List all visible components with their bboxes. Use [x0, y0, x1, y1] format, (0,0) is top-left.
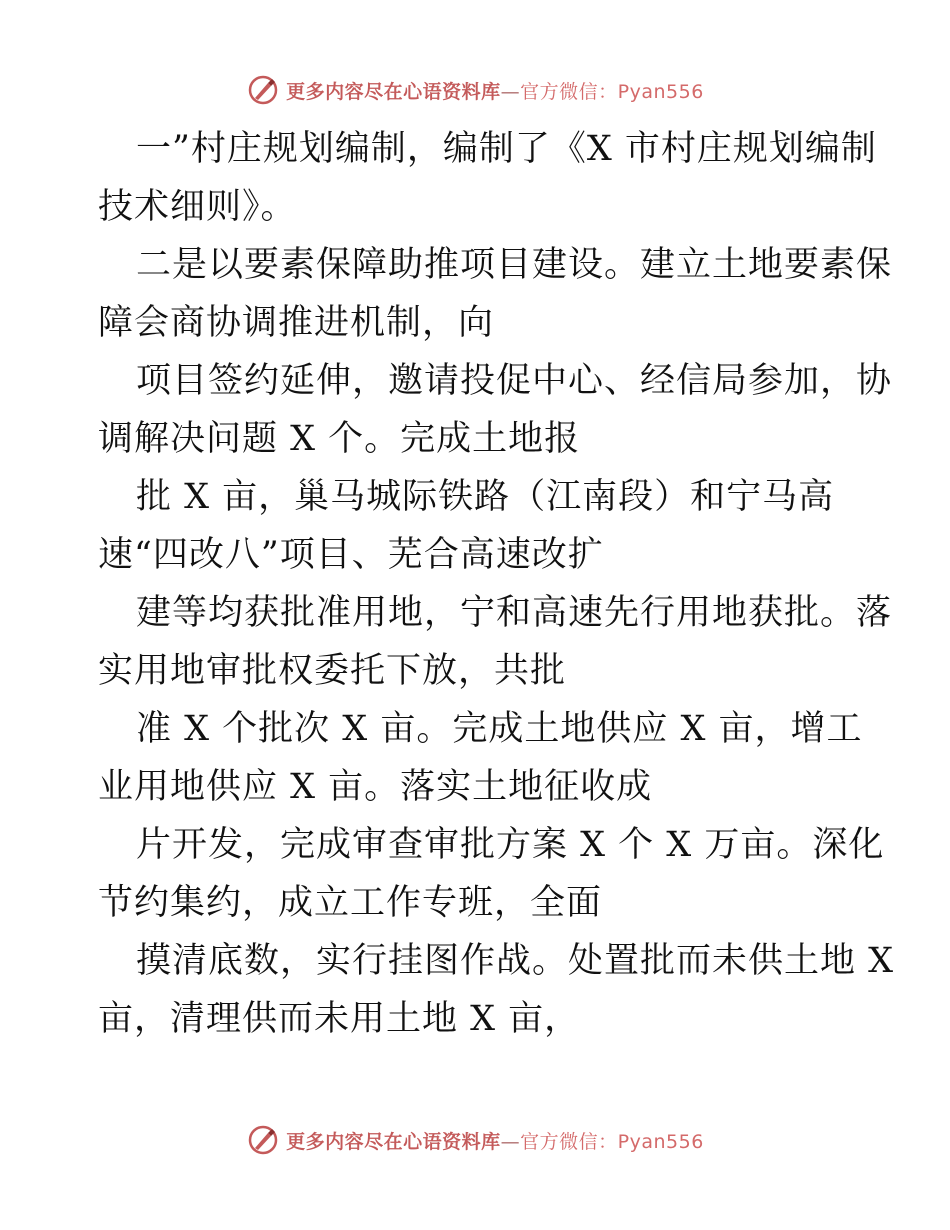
watermark-text — [286, 77, 704, 104]
watermark-main: 更多内容尽在心语资料库 — [286, 80, 501, 103]
header-watermark — [0, 72, 950, 108]
footer-watermark — [0, 1122, 950, 1158]
text-line: 业用地供应 X 亩。落实土地征收成 — [98, 767, 653, 807]
text-line: 建等均获批准用地，宁和高速先行用地获批。落 — [136, 593, 893, 633]
text-line: 片开发，完成审查审批方案 X 个 X 万亩。深化 — [136, 825, 885, 865]
text-line: 技术细则》。 — [98, 187, 297, 227]
watermark-separator: — — [500, 80, 521, 103]
watermark-sub: 官方微信：Pyan556 — [520, 80, 704, 103]
text-line: 准 X 个批次 X 亩。完成土地供应 X 亩，增工 — [136, 709, 863, 749]
text-line: 实用地审批权委托下放，共批 — [98, 651, 567, 691]
text-line: 项目签约延伸，邀请投促中心、经信局参加，协 — [136, 361, 893, 401]
text-line: 亩，清理供而未用土地 X 亩， — [98, 999, 581, 1039]
document-body — [98, 120, 895, 1048]
pen-seal-icon — [246, 1123, 280, 1157]
text-line: 摸清底数，实行挂图作战。处置批而未供土地 X — [136, 941, 895, 981]
watermark-sub: 官方微信：Pyan556 — [520, 1130, 704, 1153]
text-line: 一”村庄规划编制，编制了《X 市村庄规划编制 — [136, 129, 877, 169]
text-line: 调解决问题 X 个。完成土地报 — [98, 419, 581, 459]
pen-seal-icon — [246, 73, 280, 107]
text-line: 节约集约，成立工作专班，全面 — [98, 883, 603, 923]
watermark-separator: — — [500, 1130, 521, 1153]
text-line: 速“四改八”项目、芜合高速改扩 — [98, 535, 604, 575]
text-line: 障会商协调推进机制，向 — [98, 303, 495, 343]
watermark-text — [286, 1127, 704, 1154]
text-line: 二是以要素保障助推项目建设。建立土地要素保 — [136, 245, 893, 285]
watermark-main: 更多内容尽在心语资料库 — [286, 1130, 501, 1153]
text-line: 批 X 亩，巢马城际铁路（江南段）和宁马高 — [136, 477, 835, 517]
